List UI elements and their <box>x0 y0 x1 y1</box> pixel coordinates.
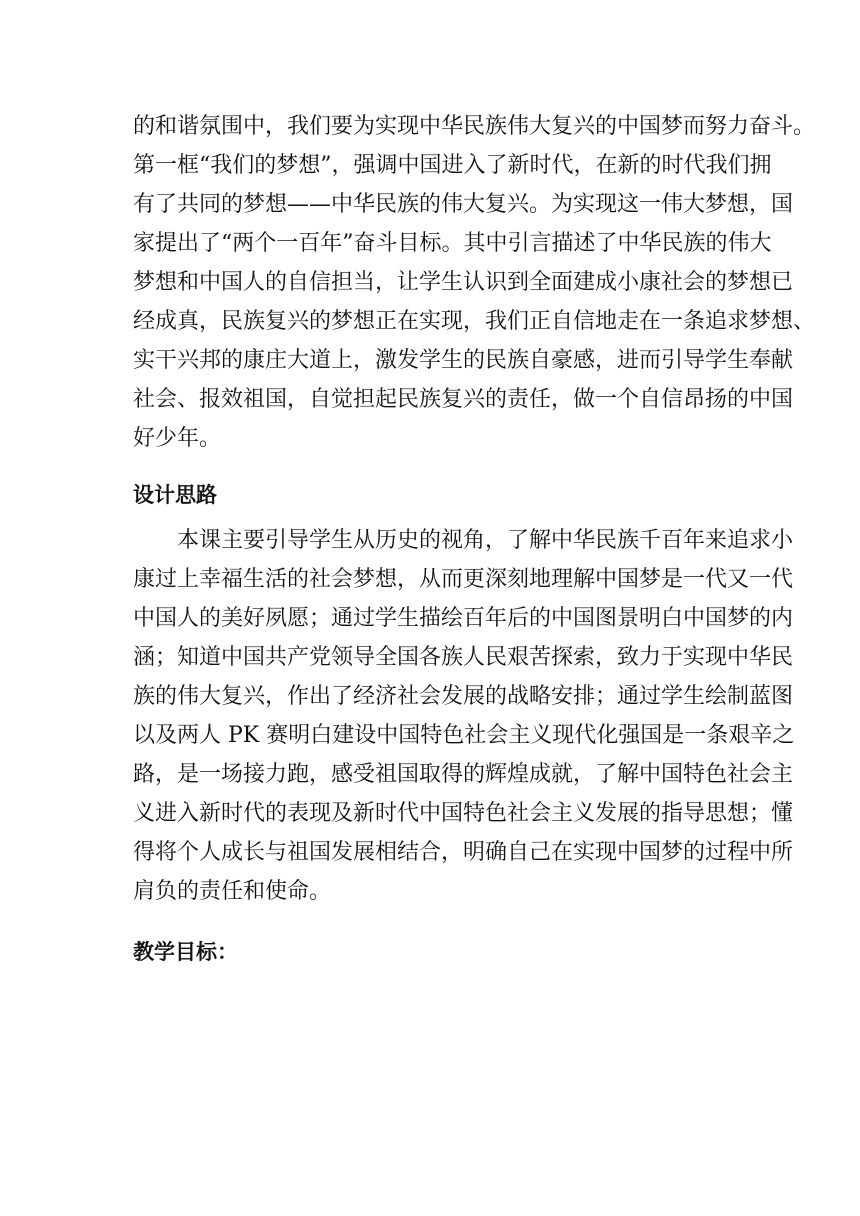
text-line: 得将个人成长与祖国发展相结合，明确自己在实现中国梦的过程中所 <box>133 840 794 865</box>
text-line: 肩负的责任和使命。 <box>133 879 332 904</box>
spacer <box>133 911 753 933</box>
text-line: 实干兴邦的康庄大道上，激发学生的民族自豪感，进而引导学生奉献 <box>133 348 794 373</box>
text-line: 第一框“我们的梦想”，强调中国进入了新时代，在新的时代我们拥 <box>133 153 772 178</box>
document-body <box>133 107 816 972</box>
text-line: 族的伟大复兴，作出了经济社会发展的战略安排；通过学生绘制蓝图 <box>133 684 794 709</box>
paragraph-design <box>133 521 795 911</box>
section-heading-design: 设计思路 <box>133 483 217 507</box>
text-line: 中国人的美好夙愿；通过学生描绘百年后的中国图景明白中国梦的内 <box>133 606 794 631</box>
text-line: 经成真，民族复兴的梦想正在实现，我们正自信地走在一条追求梦想、 <box>133 309 816 334</box>
text-line: 义进入新时代的表现及新时代中国特色社会主义发展的指导思想；懂 <box>133 801 794 826</box>
text-line: 路，是一场接力跑，感受祖国取得的辉煌成就，了解中国特色社会主 <box>133 762 794 787</box>
section-heading-goals: 教学目标： <box>133 940 238 964</box>
spacer <box>133 458 753 476</box>
text-line: 的和谐氛围中，我们要为实现中华民族伟大复兴的中国梦而努力奋斗。 <box>133 114 816 139</box>
text-line: 好少年。 <box>133 426 222 451</box>
text-line: 家提出了“两个一百年”奋斗目标。其中引言描述了中华民族的伟大 <box>133 231 772 256</box>
text-line: 涵；知道中国共产党领导全国各族人民艰苦探索，致力于实现中华民 <box>133 645 794 670</box>
text-line: 以及两人 PK 赛明白建设中国特色社会主义现代化强国是一条艰辛之 <box>133 723 795 748</box>
text-line: 康过上幸福生活的社会梦想，从而更深刻地理解中国梦是一代又一代 <box>133 567 794 592</box>
text-line: 有了共同的梦想——中华民族的伟大复兴。为实现这一伟大梦想，国 <box>133 192 794 217</box>
text-line: 本课主要引导学生从历史的视角，了解中华民族千百年来追求小 <box>177 528 794 553</box>
paragraph-intro <box>133 107 816 458</box>
text-line: 梦想和中国人的自信担当，让学生认识到全面建成小康社会的梦想已 <box>133 270 794 295</box>
text-line: 社会、报效祖国，自觉担起民族复兴的责任，做一个自信昂扬的中国 <box>133 387 794 412</box>
